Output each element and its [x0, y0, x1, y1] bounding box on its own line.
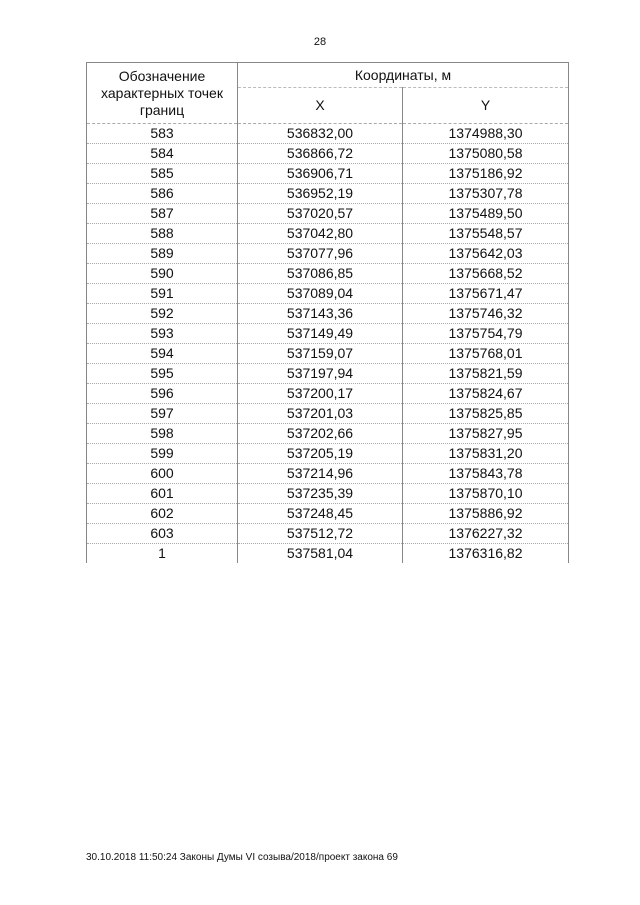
y-coordinate-cell: 1375671,47 [403, 284, 569, 304]
point-id-cell: 585 [87, 164, 238, 184]
point-id-cell: 591 [87, 284, 238, 304]
point-id-cell: 593 [87, 324, 238, 344]
table-body [87, 124, 569, 564]
point-id-cell: 587 [87, 204, 238, 224]
x-column-header: X [238, 88, 403, 124]
point-id-cell: 595 [87, 364, 238, 384]
point-id-cell: 602 [87, 504, 238, 524]
point-id-cell: 584 [87, 144, 238, 164]
y-coordinate-cell: 1375843,78 [403, 464, 569, 484]
x-coordinate-cell: 536832,00 [238, 124, 403, 144]
y-coordinate-cell: 1375746,32 [403, 304, 569, 324]
point-id-cell: 601 [87, 484, 238, 504]
point-id-cell: 1 [87, 544, 238, 564]
y-coordinate-cell: 1375754,79 [403, 324, 569, 344]
table-row [87, 244, 569, 264]
point-id-cell: 586 [87, 184, 238, 204]
x-coordinate-cell: 537086,85 [238, 264, 403, 284]
table-row [87, 384, 569, 404]
x-coordinate-cell: 537020,57 [238, 204, 403, 224]
coordinates-group-header: Координаты, м [238, 63, 569, 88]
point-id-cell: 603 [87, 524, 238, 544]
x-coordinate-cell: 537197,94 [238, 364, 403, 384]
point-label-header: Обозначение характерных точек границ [87, 63, 238, 124]
table-row [87, 524, 569, 544]
point-id-cell: 589 [87, 244, 238, 264]
x-coordinate-cell: 537512,72 [238, 524, 403, 544]
table-row [87, 464, 569, 484]
table-row [87, 164, 569, 184]
x-coordinate-cell: 537089,04 [238, 284, 403, 304]
point-id-cell: 583 [87, 124, 238, 144]
y-coordinate-cell: 1375831,20 [403, 444, 569, 464]
table-row [87, 264, 569, 284]
y-coordinate-cell: 1374988,30 [403, 124, 569, 144]
x-coordinate-cell: 537159,07 [238, 344, 403, 364]
table-row [87, 344, 569, 364]
table-row [87, 304, 569, 324]
point-id-cell: 592 [87, 304, 238, 324]
x-coordinate-cell: 537202,66 [238, 424, 403, 444]
page-number: 28 [313, 36, 327, 48]
y-coordinate-cell: 1375768,01 [403, 344, 569, 364]
y-coordinate-cell: 1375489,50 [403, 204, 569, 224]
table-row [87, 424, 569, 444]
point-id-cell: 596 [87, 384, 238, 404]
table-row [87, 544, 569, 564]
table-row [87, 184, 569, 204]
x-coordinate-cell: 536866,72 [238, 144, 403, 164]
x-coordinate-cell: 537200,17 [238, 384, 403, 404]
x-coordinate-cell: 537235,39 [238, 484, 403, 504]
point-id-cell: 590 [87, 264, 238, 284]
table-row [87, 284, 569, 304]
table-header [87, 63, 569, 124]
y-coordinate-cell: 1375821,59 [403, 364, 569, 384]
table-row [87, 124, 569, 144]
y-coordinate-cell: 1375668,52 [403, 264, 569, 284]
x-coordinate-cell: 536952,19 [238, 184, 403, 204]
x-coordinate-cell: 537205,19 [238, 444, 403, 464]
table-row [87, 204, 569, 224]
y-coordinate-cell: 1375824,67 [403, 384, 569, 404]
x-coordinate-cell: 537581,04 [238, 544, 403, 564]
point-id-cell: 599 [87, 444, 238, 464]
point-id-cell: 600 [87, 464, 238, 484]
x-coordinate-cell: 537143,36 [238, 304, 403, 324]
table-row [87, 444, 569, 464]
x-coordinate-cell: 536906,71 [238, 164, 403, 184]
y-coordinate-cell: 1375080,58 [403, 144, 569, 164]
y-coordinate-cell: 1375642,03 [403, 244, 569, 264]
point-id-cell: 588 [87, 224, 238, 244]
y-coordinate-cell: 1375827,95 [403, 424, 569, 444]
point-id-cell: 598 [87, 424, 238, 444]
x-coordinate-cell: 537077,96 [238, 244, 403, 264]
table-row [87, 324, 569, 344]
point-id-cell: 594 [87, 344, 238, 364]
table-row [87, 504, 569, 524]
y-coordinate-cell: 1375186,92 [403, 164, 569, 184]
table-row [87, 224, 569, 244]
table-row [87, 484, 569, 504]
y-coordinate-cell: 1375825,85 [403, 404, 569, 424]
table-row [87, 404, 569, 424]
y-coordinate-cell: 1376227,32 [403, 524, 569, 544]
x-coordinate-cell: 537149,49 [238, 324, 403, 344]
footer-stamp: 30.10.2018 11:50:24 Законы Думы VI созыва/2018/проект закона 69 [86, 852, 398, 863]
table-row [87, 364, 569, 384]
point-id-cell: 597 [87, 404, 238, 424]
y-column-header: Y [403, 88, 569, 124]
y-coordinate-cell: 1375548,57 [403, 224, 569, 244]
y-coordinate-cell: 1376316,82 [403, 544, 569, 564]
y-coordinate-cell: 1375307,78 [403, 184, 569, 204]
y-coordinate-cell: 1375886,92 [403, 504, 569, 524]
x-coordinate-cell: 537248,45 [238, 504, 403, 524]
x-coordinate-cell: 537042,80 [238, 224, 403, 244]
y-coordinate-cell: 1375870,10 [403, 484, 569, 504]
coordinates-table [86, 62, 569, 563]
x-coordinate-cell: 537201,03 [238, 404, 403, 424]
table-row [87, 144, 569, 164]
x-coordinate-cell: 537214,96 [238, 464, 403, 484]
